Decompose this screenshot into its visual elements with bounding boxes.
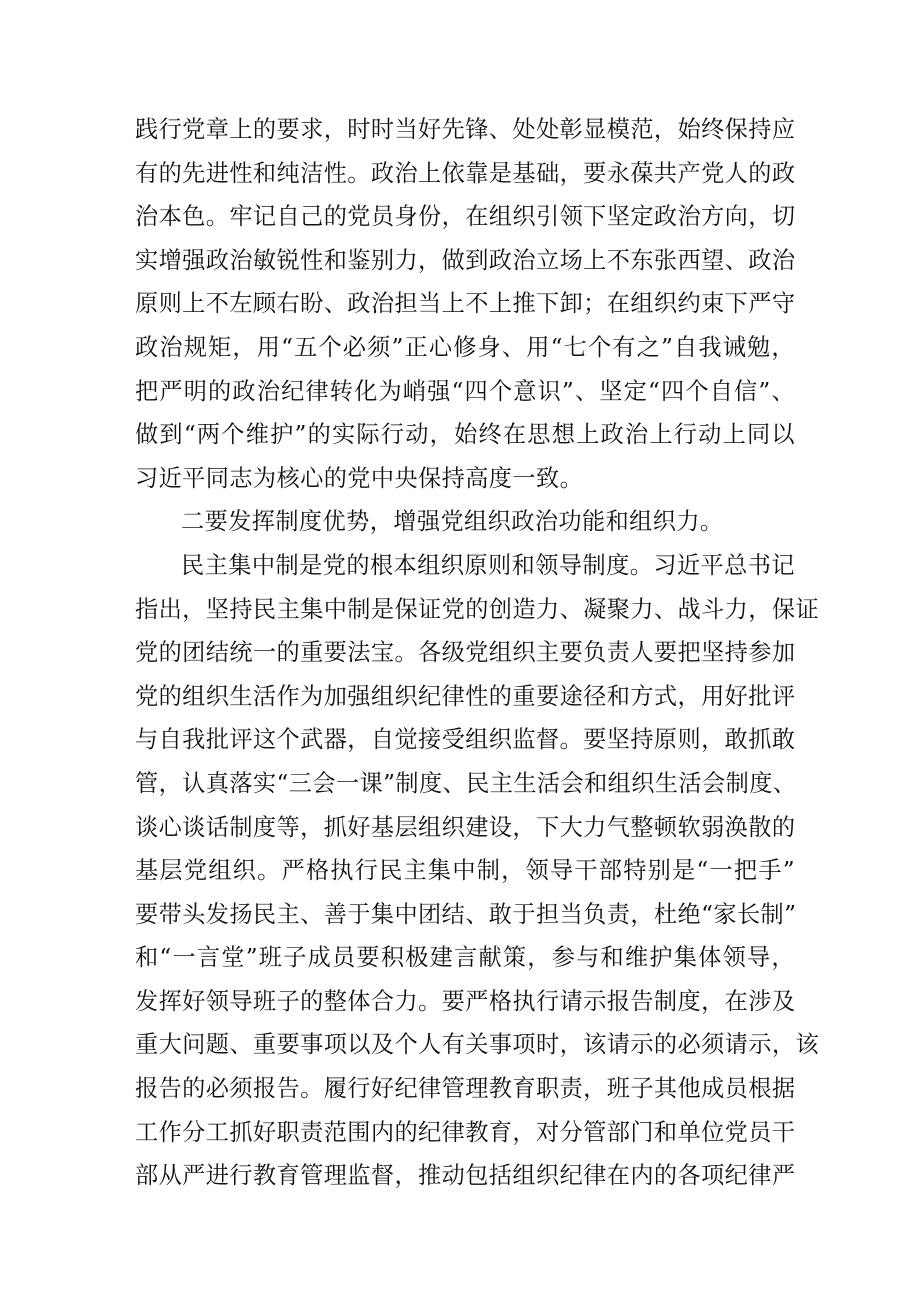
text-line-18: 基层党组织。严格执行民主集中制，领导干部特别是“一把手” xyxy=(135,857,795,885)
text-line-8: 做到“两个维护”的实际行动，始终在思想上政治上行动上同以 xyxy=(135,421,795,449)
text-line-2: 有的先进性和纯洁性。政治上依靠是基础，要永葆共产党人的政 xyxy=(135,159,796,187)
section-heading: 二要发挥制度优势，增强党组织政治功能和组织力。 xyxy=(181,508,724,536)
text-line-5: 原则上不左顾右盼、政治担当上不上推下卸；在组织约束下严守 xyxy=(135,290,796,318)
text-line-1: 践行党章上的要求，时时当好先锋、处处彰显模范，始终保持应 xyxy=(135,116,796,143)
text-line-24: 工作分工抓好职责范围内的纪律教育，对分管部门和单位党员干 xyxy=(135,1118,796,1146)
text-line-23: 报告的必须报告。履行好纪律管理教育职责，班子其他成员根据 xyxy=(135,1075,796,1103)
text-line-21: 发挥好领导班子的整体合力。要严格执行请示报告制度，在涉及 xyxy=(135,987,796,1015)
body-text xyxy=(135,108,820,1198)
text-line-3: 治本色。牢记自己的党员身份，在组织引领下坚定政治方向，切 xyxy=(135,203,796,231)
text-line-11: 民主集中制是党的根本组织原则和领导制度。习近平总书记 xyxy=(181,551,795,579)
text-line-22: 重大问题、重要事项以及个人有关事项时，该请示的必须请示，该 xyxy=(135,1031,820,1059)
text-line-20: 和“一言堂”班子成员要积极建言献策，参与和维护集体领导， xyxy=(135,944,795,972)
text-line-12: 指出，坚持民主集中制是保证党的创造力、凝聚力、战斗力，保证 xyxy=(135,595,820,623)
text-line-25: 部从严进行教育管理监督，推动包括组织纪律在内的各项纪律严 xyxy=(135,1162,796,1190)
text-line-13: 党的团结统一的重要法宝。各级党组织主要负责人要把坚持参加 xyxy=(135,639,796,667)
text-line-14: 党的组织生活作为加强组织纪律性的重要途径和方式，用好批评 xyxy=(135,682,796,710)
text-line-7: 把严明的政治纪律转化为峭强“四个意识”、坚定“四个自信”、 xyxy=(135,377,795,405)
text-line-15: 与自我批评这个武器，自觉接受组织监督。要坚持原则，敢抓敢 xyxy=(135,726,796,754)
text-line-16: 管，认真落实“三会一课”制度、民主生活会和组织生活会制度、 xyxy=(135,769,797,797)
text-line-19: 要带头发扬民主、善于集中团结、敢于担当负责，杜绝“家长制” xyxy=(135,900,797,928)
text-line-9: 习近平同志为核心的党中央保持高度一致。 xyxy=(135,464,584,492)
text-line-4: 实增强政治敏锐性和鉴别力，做到政治立场上不东张西望、政治 xyxy=(135,246,796,274)
text-line-6: 政治规矩，用“五个必须”正心修身、用“七个有之”自我诫勉， xyxy=(135,333,795,361)
text-line-17: 谈心谈话制度等，抓好基层组织建设，下大力气整顿软弱涣散的 xyxy=(135,813,796,841)
